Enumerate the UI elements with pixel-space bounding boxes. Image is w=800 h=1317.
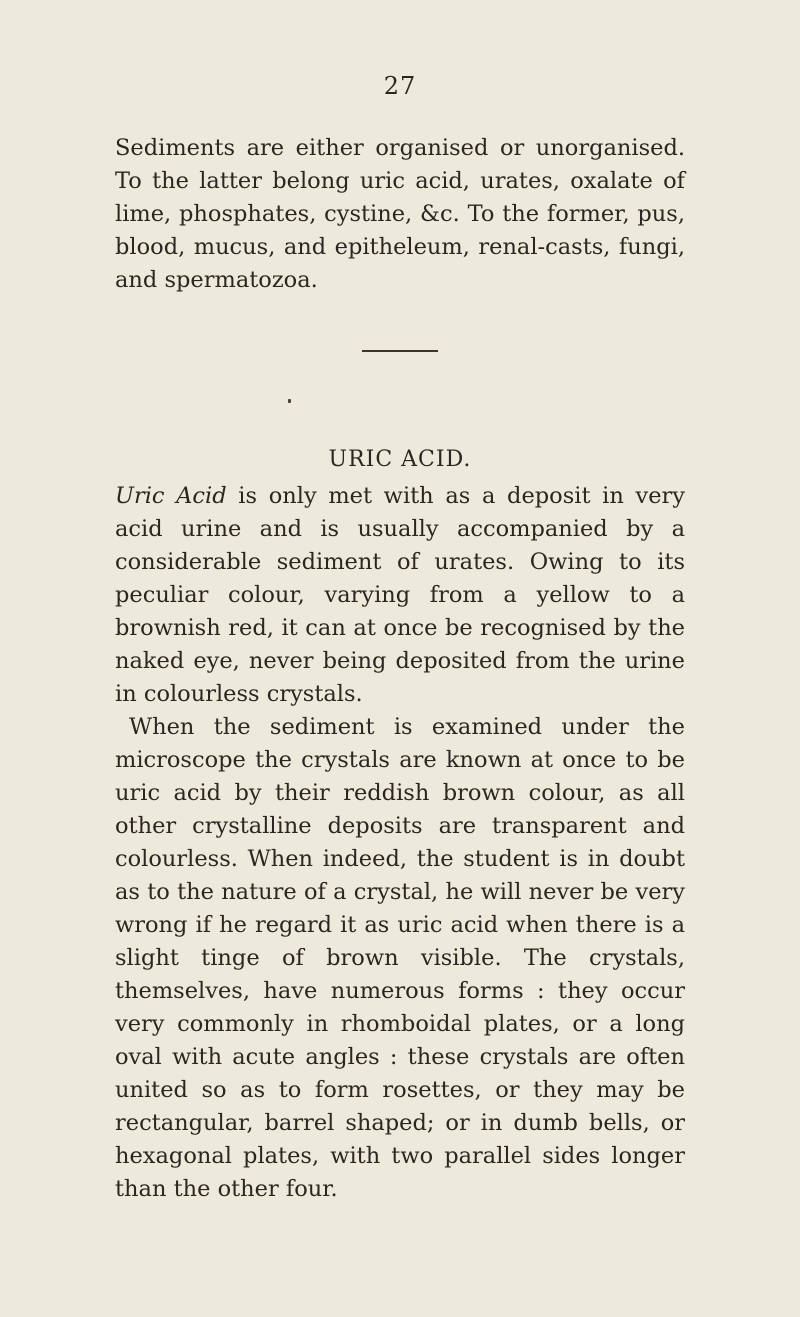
first-paragraph-rest: is only met with as a deposit in very acid urine and is usually accompanied by a considerable sediment of urates. Owing to its peculiar colour, varying from a yellow to a brownish red, it can at once be recognised by the naked eye, never being deposited from the urine in colourless crystals. [115, 483, 685, 707]
intro-paragraph: Sediments are either organised or unorganised. To the latter belong uric acid, urates, oxalate of lime, phosphates, cystine, &c. To the former, pus, blood, mucus, and epitheleum, renal-casts, fungi, and spermatozoa. [115, 135, 685, 293]
first-paragraph-lead: Uric Acid [115, 483, 227, 509]
page-number: 27 [383, 72, 417, 100]
print-speck [288, 399, 291, 403]
second-paragraph: When the sediment is examined under the microscope the crystals are known at once to be uric acid by their reddish brown colour, as all other crystalline deposits are transparent and colourless. When indeed, the student is in doubt as to the nature of a crystal, he will never be very wrong if he regard it as uric acid when there is a slight tinge of brown visible. The crystals, themselves, have numerous forms : they occur very commonly in rhomboidal plates, or a long oval with acute angles : these crystals are often united so as to form rosettes, or they may be rectangular, barrel shaped; or in dumb bells, or hexagonal plates, with two parallel sides longer than the other four. [115, 714, 685, 1202]
section-body [115, 480, 685, 1206]
first-paragraph [115, 480, 685, 711]
section-divider [362, 350, 438, 352]
section-heading: URIC ACID. [328, 447, 472, 472]
intro-block [115, 132, 685, 297]
